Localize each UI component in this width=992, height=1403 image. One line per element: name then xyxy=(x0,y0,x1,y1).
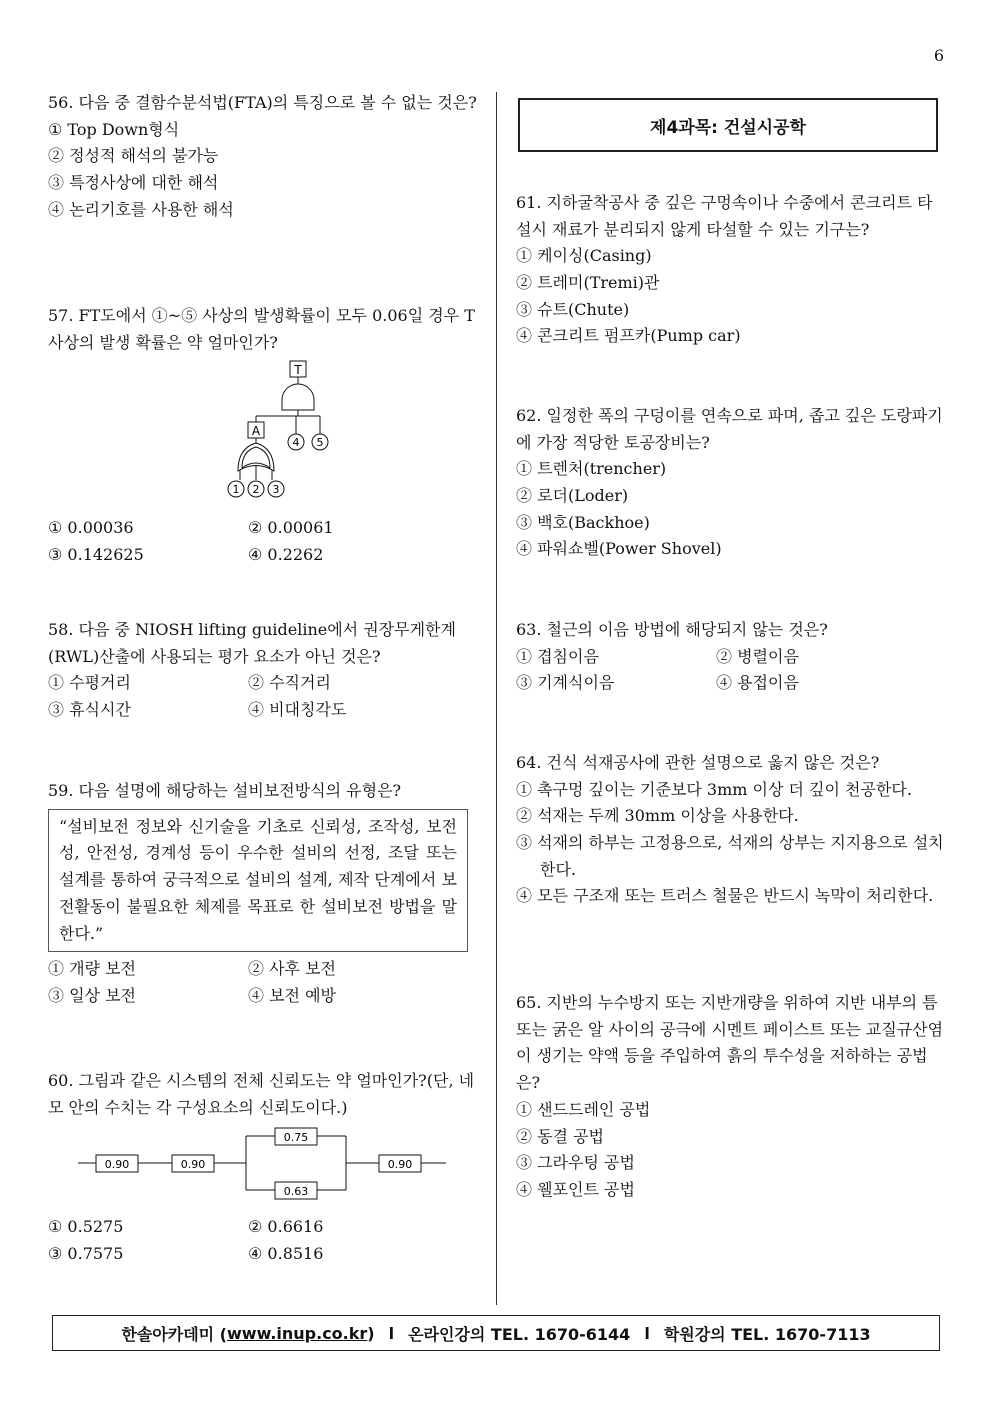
question-61 xyxy=(516,190,946,350)
option-3[interactable]: ③ 석재의 하부는 고정용으로, 석재의 상부는 지지용으로 설치한다. xyxy=(516,833,944,879)
column-divider xyxy=(496,92,497,1305)
basic-event-4: 4 xyxy=(292,436,300,450)
block-series-1: 0.90 xyxy=(104,1158,130,1172)
option-2[interactable]: ② 0.6616 xyxy=(248,1217,324,1237)
question-stem: 57. FT도에서 ①~⑤ 사상의 발생확률이 모두 0.06일 경우 T 사상의 발생 확률은 약 얼마인가? xyxy=(48,306,475,352)
option-3[interactable]: ③ 휴식시간 xyxy=(48,700,131,720)
option-4[interactable]: ④ 보전 예방 xyxy=(248,985,336,1005)
option-2[interactable]: ② 정성적 해석의 불가능 xyxy=(48,146,219,166)
option-3[interactable]: ③ 그라우팅 공법 xyxy=(516,1153,635,1173)
option-2[interactable]: ② 병렬이음 xyxy=(716,646,799,666)
basic-event-3: 3 xyxy=(272,483,280,497)
question-64 xyxy=(516,750,946,910)
block-parallel-bottom: 0.63 xyxy=(283,1185,309,1199)
option-3[interactable]: ③ 0.142625 xyxy=(48,544,144,564)
option-1[interactable]: ① 겹침이음 xyxy=(516,646,599,666)
question-stem: 56. 다음 중 결함수분석법(FTA)의 특징으로 볼 수 없는 것은? xyxy=(48,93,477,112)
question-59 xyxy=(48,778,478,1010)
option-4[interactable]: ④ 콘크리트 펌프카(Pump car) xyxy=(516,326,741,346)
option-3[interactable]: ③ 특정사상에 대한 해석 xyxy=(48,173,219,193)
question-stem: 60. 그림과 같은 시스템의 전체 신뢰도는 약 얼마인가?(단, 네모 안의 수치는 각 구성요소의 신뢰도이다.) xyxy=(48,1071,475,1117)
option-3[interactable]: ③ 0.7575 xyxy=(48,1243,124,1263)
option-1[interactable]: ① Top Down형식 xyxy=(48,119,180,139)
option-3[interactable]: ③ 슈트(Chute) xyxy=(516,299,630,319)
intermediate-event-label: A xyxy=(251,424,261,439)
option-1[interactable]: ① 수평거리 xyxy=(48,673,131,693)
option-2[interactable]: ② 동결 공법 xyxy=(516,1126,604,1146)
question-56 xyxy=(48,90,478,223)
option-2[interactable]: ② 0.00061 xyxy=(248,518,334,538)
option-4[interactable]: ④ 비대칭각도 xyxy=(248,700,347,720)
footer-academy-tel: 학원강의 TEL. 1670-7113 xyxy=(663,1324,871,1344)
footer-separator: l xyxy=(388,1323,395,1343)
question-60 xyxy=(48,1068,478,1267)
option-2[interactable]: ② 석재는 두께 30mm 이상을 사용한다. xyxy=(516,806,799,826)
option-3[interactable]: ③ 백호(Backhoe) xyxy=(516,512,650,532)
option-4[interactable]: ④ 0.8516 xyxy=(248,1243,324,1263)
option-3[interactable]: ③ 일상 보전 xyxy=(48,985,136,1005)
option-1[interactable]: ① 케이싱(Casing) xyxy=(516,246,652,266)
option-4[interactable]: ④ 용접이음 xyxy=(716,673,799,693)
option-2[interactable]: ② 트레미(Tremi)관 xyxy=(516,273,660,293)
option-1[interactable]: ① 트렌처(trencher) xyxy=(516,459,667,479)
question-stem: 61. 지하굴착공사 중 깊은 구멍속이나 수중에서 콘크리트 타설시 재료가 분리되지 않게 타설할 수 있는 기구는? xyxy=(516,193,933,239)
question-57 xyxy=(48,303,478,568)
question-stem: 63. 철근의 이음 방법에 해당되지 않는 것은? xyxy=(516,620,828,639)
question-63 xyxy=(516,617,946,697)
footer-brand-close: ) xyxy=(367,1323,375,1343)
subject-title: 제4과목: 건설시공학 xyxy=(518,98,938,152)
footer-separator: l xyxy=(644,1323,650,1343)
footer-website-link[interactable]: www.inup.co.kr xyxy=(227,1323,368,1343)
footer-bar xyxy=(52,1315,940,1351)
option-1[interactable]: ① 샌드드레인 공법 xyxy=(516,1099,651,1119)
footer-online-tel: 온라인강의 TEL. 1670-6144 xyxy=(408,1324,631,1344)
option-4[interactable]: ④ 0.2262 xyxy=(248,544,324,564)
reliability-block-diagram xyxy=(48,1121,478,1205)
question-62 xyxy=(516,403,946,563)
question-stem: 65. 지반의 누수방지 또는 지반개량을 위하여 지반 내부의 틈 또는 굵은 알 사이의 공극에 시멘트 페이스트 또는 교질규산염이 생기는 약액 등을 주입하여 흙의 투수성을 저하하는 공법은? xyxy=(516,993,944,1093)
option-1[interactable]: ① 0.00036 xyxy=(48,518,134,538)
option-2[interactable]: ② 수직거리 xyxy=(248,673,331,693)
option-3[interactable]: ③ 기계식이음 xyxy=(516,673,615,693)
option-2[interactable]: ② 로더(Loder) xyxy=(516,486,629,506)
option-4[interactable]: ④ 웰포인트 공법 xyxy=(516,1179,635,1199)
option-4[interactable]: ④ 모든 구조재 또는 트러스 철물은 반드시 녹막이 처리한다. xyxy=(516,886,934,906)
basic-event-5: 5 xyxy=(316,436,324,450)
question-stem: 59. 다음 설명에 해당하는 설비보전방식의 유형은? xyxy=(48,781,402,800)
block-series-2: 0.90 xyxy=(180,1158,206,1172)
option-4[interactable]: ④ 파워쇼벨(Power Shovel) xyxy=(516,539,722,559)
question-58 xyxy=(48,617,478,724)
top-event-label: T xyxy=(294,363,302,378)
option-1[interactable]: ① 개량 보전 xyxy=(48,959,136,979)
fault-tree-diagram xyxy=(48,356,478,506)
option-1[interactable]: ① 0.5275 xyxy=(48,1217,124,1237)
option-4[interactable]: ④ 논리기호를 사용한 해석 xyxy=(48,199,234,219)
basic-event-2: 2 xyxy=(252,483,260,497)
page-number: 6 xyxy=(933,46,944,65)
question-stem: 58. 다음 중 NIOSH lifting guideline에서 권장무게한계(RWL)산출에 사용되는 평가 요소가 아닌 것은? xyxy=(48,620,456,666)
question-stem: 64. 건식 석재공사에 관한 설명으로 옳지 않은 것은? xyxy=(516,753,880,772)
option-2[interactable]: ② 사후 보전 xyxy=(248,959,336,979)
question-65 xyxy=(516,990,946,1204)
block-parallel-top: 0.75 xyxy=(283,1131,309,1145)
footer-brand: 한솔아카데미 ( xyxy=(121,1324,227,1344)
description-box: “설비보전 정보와 신기술을 기초로 신뢰성, 조작성, 보전성, 안전성, 경계성 등이 우수한 설비의 선정, 조달 또는 설계를 통하여 궁극적으로 설비의 설계, 제작 단계에서 보전활동이 불필요한 체제를 목표로 한 설비보전 방법을 말한다.” xyxy=(48,809,468,953)
block-series-3: 0.90 xyxy=(387,1158,413,1172)
basic-event-1: 1 xyxy=(232,483,240,497)
question-stem: 62. 일정한 폭의 구덩이를 연속으로 파며, 좁고 깊은 도랑파기에 가장 적당한 토공장비는? xyxy=(516,406,943,452)
option-1[interactable]: ① 촉구멍 깊이는 기준보다 3mm 이상 더 깊이 천공한다. xyxy=(516,779,912,799)
